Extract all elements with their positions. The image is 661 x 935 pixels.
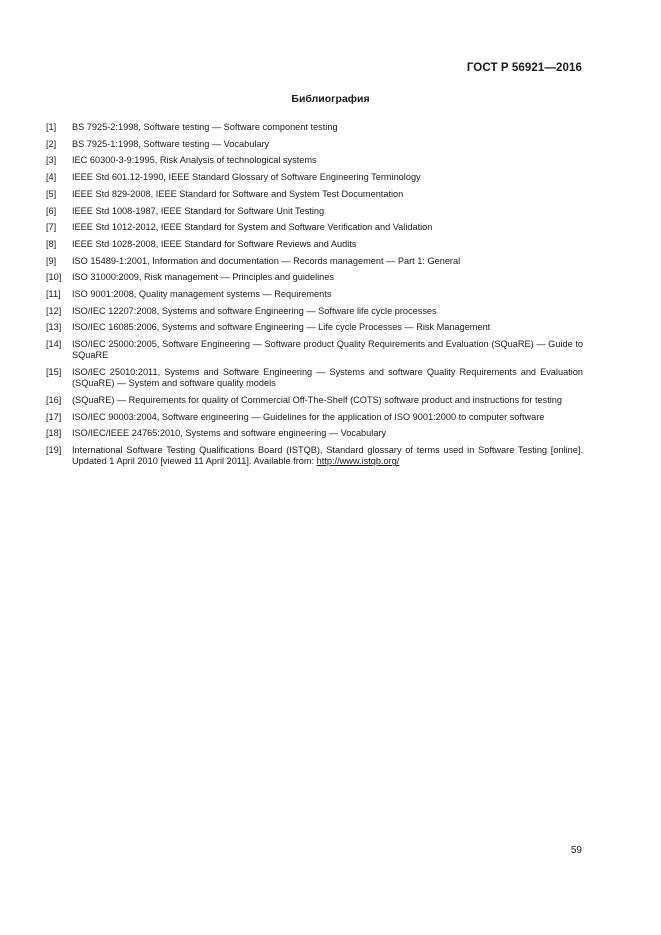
bibliography-entry [46, 289, 583, 300]
bibliography-title: Библиография [291, 93, 370, 105]
entry-number: [19] [46, 445, 62, 456]
entry-text: IEEE Std 1012-2012, IEEE Standard for System and Software Verification and Validation [72, 222, 433, 233]
entry-number: [18] [46, 428, 62, 439]
entry-number: [2] [46, 138, 57, 149]
bibliography-entry [46, 139, 583, 150]
entry-text: ISO/IEC 25000:2005, Software Engineering — Software product Quality Requirements and Evaluation (SQuaRE) — Guide to SQuaRE [72, 339, 583, 361]
standard-id-header: ГОСТ Р 56921—2016 [466, 62, 582, 74]
entry-text: ISO/IEC 12207:2008, Systems and software Engineering — Software life cycle processes [72, 305, 437, 316]
bibliography-entry [46, 256, 583, 267]
bibliography-entry [46, 222, 583, 233]
bibliography-entry [46, 122, 583, 133]
entry-text: ISO/IEC/IEEE 24765:2010, Systems and software engineering — Vocabulary [72, 428, 387, 439]
bibliography-entry [46, 428, 583, 439]
entry-text: IEC 60300-3-9:1995, Risk Analysis of technological systems [72, 155, 317, 166]
entry-text: ISO/IEC 25010:2011, Systems and Software Engineering — Systems and software Quality Requirements and Evaluation (SQuaRE) — System and software quality models [72, 367, 583, 389]
entry-number: [12] [46, 305, 62, 316]
entry-text-content: International Software Testing Qualifications Board (ISTQB), Standard glossary of terms used in Software Testing [online]. Updated 1 April 2010 [viewed 11 April 2011]. Available from: [72, 445, 583, 467]
bibliography-entry [46, 155, 583, 166]
bibliography-entry [46, 172, 583, 183]
entry-text: IEEE Std 1008-1987, IEEE Standard for Software Unit Testing [72, 205, 325, 216]
entry-text: ISO 15489-1:2001, Information and documentation — Records management — Part 1: General [72, 255, 461, 266]
bibliography-list [46, 122, 583, 473]
entry-text [72, 445, 583, 467]
entry-number: [4] [46, 172, 57, 183]
entry-number: [15] [46, 367, 62, 378]
istqb-link[interactable]: http://www.istqb.org/ [316, 456, 400, 467]
bibliography-entry [46, 206, 583, 217]
bibliography-entry [46, 189, 583, 200]
entry-text: IEEE Std 829-2008, IEEE Standard for Software and System Test Documentation [72, 188, 404, 199]
bibliography-entry [46, 239, 583, 250]
bibliography-entry [46, 412, 583, 423]
entry-number: [9] [46, 255, 57, 266]
entry-text: ISO 31000:2009, Risk management — Principles and guidelines [72, 272, 334, 283]
bibliography-entry [46, 445, 583, 467]
entry-number: [8] [46, 238, 57, 249]
entry-number: [7] [46, 222, 57, 233]
entry-number: [14] [46, 339, 62, 350]
entry-number: [1] [46, 122, 57, 132]
entry-number: [10] [46, 272, 62, 283]
entry-number: [6] [46, 205, 57, 216]
entry-text: ISO/IEC 90003:2004, Software engineering — Guidelines for the application of ISO 9001:2000 to computer software [72, 411, 545, 422]
bibliography-entry [46, 322, 583, 333]
entry-text: ISO/IEC 16085:2006, Systems and software Engineering — Life cycle Processes — Risk Management [72, 322, 491, 333]
entry-text: IEEE Std 1028-2008, IEEE Standard for Software Reviews and Audits [72, 238, 357, 249]
entry-number: [13] [46, 322, 62, 333]
entry-text: ISO 9001:2008, Quality management systems — Requirements [72, 289, 332, 300]
page-number: 59 [570, 845, 582, 856]
entry-text: (SQuaRE) — Requirements for quality of Commercial Off-The-Shelf (COTS) software product and instructions for testing [72, 394, 563, 405]
bibliography-entry [46, 395, 583, 406]
entry-number: [3] [46, 155, 57, 166]
entry-number: [5] [46, 188, 57, 199]
bibliography-entry [46, 367, 583, 389]
entry-number: [17] [46, 411, 62, 422]
bibliography-entry [46, 272, 583, 283]
entry-number: [16] [46, 394, 62, 405]
entry-number: [11] [46, 289, 61, 300]
bibliography-entry [46, 339, 583, 361]
entry-text: BS 7925-1:1998, Software testing — Vocabulary [72, 138, 270, 149]
entry-text: BS 7925-2:1998, Software testing — Software component testing [72, 122, 338, 132]
entry-text: IEEE Std 601.12-1990, IEEE Standard Glossary of Software Engineering Terminology [72, 172, 421, 183]
bibliography-entry [46, 306, 583, 317]
